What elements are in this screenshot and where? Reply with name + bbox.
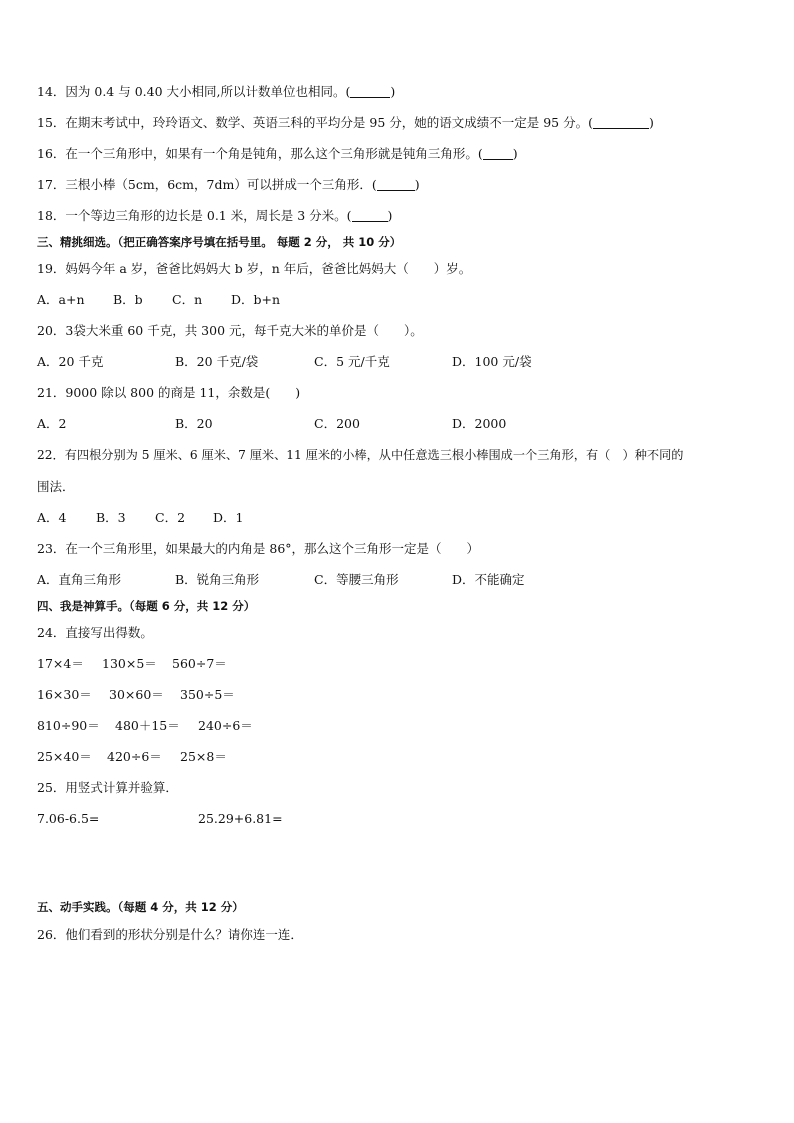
question-17: 17．三根小棒（5cm，6cm，7dm）可以拼成一个三角形．( ): [37, 177, 420, 192]
question-15-text: 15．在期末考试中，玲玲语文、数学、英语三科的平均分是 95 分，她的语文成绩不一定是 95 分。(: [37, 115, 593, 130]
option-b[interactable]: B．b: [113, 292, 143, 307]
calc-item: 25×40＝: [37, 749, 92, 764]
answer-blank[interactable]: [352, 209, 388, 222]
option-c[interactable]: C．2: [155, 510, 186, 525]
option-a[interactable]: A．a+n: [37, 292, 85, 307]
section-3-heading: 三、精挑细选。（把正确答案序号填在括号里。 每题 2 分， 共 10 分）: [37, 235, 402, 249]
question-17-text: 17．三根小棒（5cm，6cm，7dm）可以拼成一个三角形．(: [37, 177, 377, 192]
question-15: 15．在期末考试中，玲玲语文、数学、英语三科的平均分是 95 分，她的语文成绩不一定是 95 分。( ): [37, 115, 654, 130]
question-18: 18．一个等边三角形的边长是 0.1 米，周长是 3 分米。( ): [37, 208, 393, 223]
answer-blank[interactable]: [593, 116, 649, 129]
option-c[interactable]: C．200: [314, 416, 360, 431]
calc-item: 130×5＝: [102, 656, 157, 671]
question-16: 16．在一个三角形中，如果有一个角是钝角，那么这个三角形就是钝角三角形。( ): [37, 146, 518, 161]
answer-blank[interactable]: [350, 85, 390, 98]
section-5-heading: 五、动手实践。（每题 4 分，共 12 分）: [37, 900, 244, 914]
option-c[interactable]: C．等腰三角形: [314, 572, 399, 587]
section-4-heading: 四、我是神算手。（每题 6 分，共 12 分）: [37, 599, 256, 613]
question-16-text: 16．在一个三角形中，如果有一个角是钝角，那么这个三角形就是钝角三角形。(: [37, 146, 483, 161]
question-26-stem: 26．他们看到的形状分别是什么？请你连一连．: [37, 927, 303, 942]
calc-item: 560÷7＝: [172, 656, 227, 671]
option-d[interactable]: D．100 元/袋: [452, 354, 532, 369]
option-a[interactable]: A．2: [37, 416, 67, 431]
answer-blank[interactable]: [483, 147, 513, 160]
question-21-stem: 21．9000 除以 800 的商是 11，余数是( ): [37, 385, 301, 400]
calc-item: 240÷6＝: [198, 718, 253, 733]
vertical-calc-item: 25.29+6.81=: [198, 811, 283, 826]
option-d[interactable]: D．2000: [452, 416, 507, 431]
question-24-stem: 24．直接写出得数。: [37, 625, 153, 640]
option-c[interactable]: C．n: [172, 292, 203, 307]
option-d[interactable]: D．b+n: [231, 292, 281, 307]
calc-item: 25×8＝: [180, 749, 227, 764]
question-22-stem: 22．有四根分别为 5 厘米、6 厘米、7 厘米、11 厘米的小棒，从中任意选三根小棒围成一个三角形，有（ ）种不同的: [37, 448, 684, 462]
option-c[interactable]: C．5 元/千克: [314, 354, 390, 369]
calc-item: 810÷90＝: [37, 718, 100, 733]
calc-item: 17×4＝: [37, 656, 84, 671]
calc-item: 420÷6＝: [107, 749, 162, 764]
question-23-stem: 23．在一个三角形里，如果最大的内角是 86°，那么这个三角形一定是（ ）: [37, 541, 480, 556]
calc-item: 16×30＝: [37, 687, 92, 702]
question-22-stem-continued: 围法．: [37, 479, 75, 494]
question-19-stem: 19．妈妈今年 a 岁，爸爸比妈妈大 b 岁，n 年后，爸爸比妈妈大（ ）岁。: [37, 261, 472, 276]
option-a[interactable]: A．20 千克: [37, 354, 104, 369]
option-a[interactable]: A．直角三角形: [37, 572, 122, 587]
calc-item: 480＋15＝: [115, 718, 180, 733]
answer-blank[interactable]: [377, 178, 415, 191]
calc-item: 350÷5＝: [180, 687, 235, 702]
option-b[interactable]: B．锐角三角形: [175, 572, 260, 587]
option-d[interactable]: D．不能确定: [452, 572, 525, 587]
option-b[interactable]: B．3: [96, 510, 126, 525]
option-b[interactable]: B．20: [175, 416, 213, 431]
vertical-calc-item: 7.06-6.5=: [37, 811, 100, 826]
question-14: 14．因为 0.4 与 0.40 大小相同,所以计数单位也相同。( ): [37, 84, 396, 99]
option-b[interactable]: B．20 千克/袋: [175, 354, 259, 369]
question-18-text: 18．一个等边三角形的边长是 0.1 米，周长是 3 分米。(: [37, 208, 352, 223]
question-14-text: 14．因为 0.4 与 0.40 大小相同,所以计数单位也相同。(: [37, 84, 351, 99]
calc-item: 30×60＝: [109, 687, 164, 702]
question-20-stem: 20．3袋大米重 60 千克，共 300 元，每千克大米的单价是（ ）。: [37, 323, 423, 338]
option-d[interactable]: D．1: [213, 510, 244, 525]
option-a[interactable]: A．4: [37, 510, 67, 525]
question-25-stem: 25．用竖式计算并验算．: [37, 780, 178, 795]
